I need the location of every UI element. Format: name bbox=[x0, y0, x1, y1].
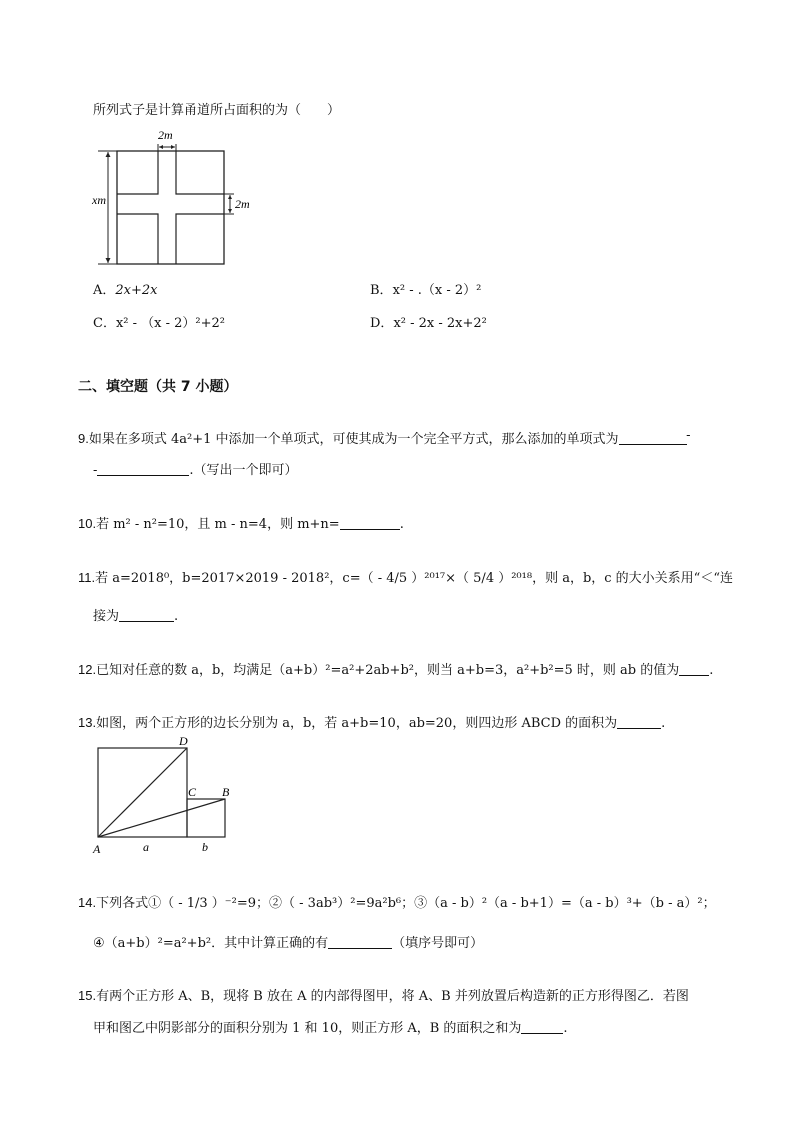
outer-square bbox=[117, 151, 224, 264]
question-15: 15.有两个正方形 A、B，现将 B 放在 A 的内部得图甲，将 A、B 并列放置后构造新的正方形得图乙．若图 bbox=[78, 988, 689, 1004]
label-c: C bbox=[188, 785, 197, 799]
label-b: B bbox=[222, 785, 230, 799]
question-11-line2: 接为 . bbox=[93, 609, 179, 624]
section-title: 二、填空题（共 7 小题） bbox=[78, 379, 238, 395]
q8-stem: 所列式子是计算甬道所占面积的为（ ） bbox=[93, 103, 341, 118]
question-13: 13.如图，两个正方形的边长分别为 a，b，若 a+b=10，ab=20，则四边形 ABCD 的面积为 . bbox=[78, 715, 666, 731]
label-b-length: b bbox=[202, 840, 208, 854]
label-a-length: a bbox=[143, 840, 149, 854]
option-a: A．2x+2x bbox=[93, 283, 158, 298]
top-dimension-label: 2m bbox=[158, 128, 173, 142]
option-d: D．x² - 2x - 2x+2² bbox=[370, 316, 487, 331]
question-9: 9.如果在多项式 4a²+1 中添加一个单项式，可使其成为一个完全平方式，那么添加的单项式为 - bbox=[78, 428, 691, 447]
cross-path bbox=[117, 151, 158, 194]
question-14: 14.下列各式①（ - 1/3 ）⁻²=9；②（ - 3ab³）²=9a²b⁶；③（a - b）²（a - b+1）=（a - b）³+（b - a）²； bbox=[78, 895, 716, 911]
left-dimension-label: xm bbox=[92, 193, 106, 207]
label-a-point: A bbox=[93, 842, 101, 856]
q8-figure bbox=[90, 122, 265, 272]
option-b: B．x² - .（x - 2）² bbox=[370, 283, 482, 298]
question-10: 10.若 m² - n²=10，且 m - n=4，则 m+n= . bbox=[78, 516, 404, 532]
option-c: C．x² - （x - 2）²+2² bbox=[93, 316, 225, 331]
question-11: 11.若 a=2018⁰，b=2017×2019 - 2018²，c=（ - 4/5 ）²⁰¹⁷×（ 5/4 ）²⁰¹⁸，则 a，b，c 的大小关系用“＜“连 bbox=[78, 570, 733, 586]
question-12: 12.已知对任意的数 a，b，均满足（a+b）²=a²+2ab+b²，则当 a+b=3，a²+b²=5 时，则 ab 的值为 . bbox=[78, 662, 714, 678]
question-14-line2: ④（a+b）²=a²+b²．其中计算正确的有 （填序号即可） bbox=[93, 936, 484, 951]
side-dimension-label: 2m bbox=[235, 197, 250, 211]
q13-figure bbox=[88, 730, 248, 860]
label-d: D bbox=[179, 734, 188, 748]
question-15-line2: 甲和图乙中阴影部分的面积分别为 1 和 10，则正方形 A，B 的面积之和为 . bbox=[93, 1021, 568, 1036]
question-9-line2: - .（写出一个即可） bbox=[93, 463, 298, 478]
